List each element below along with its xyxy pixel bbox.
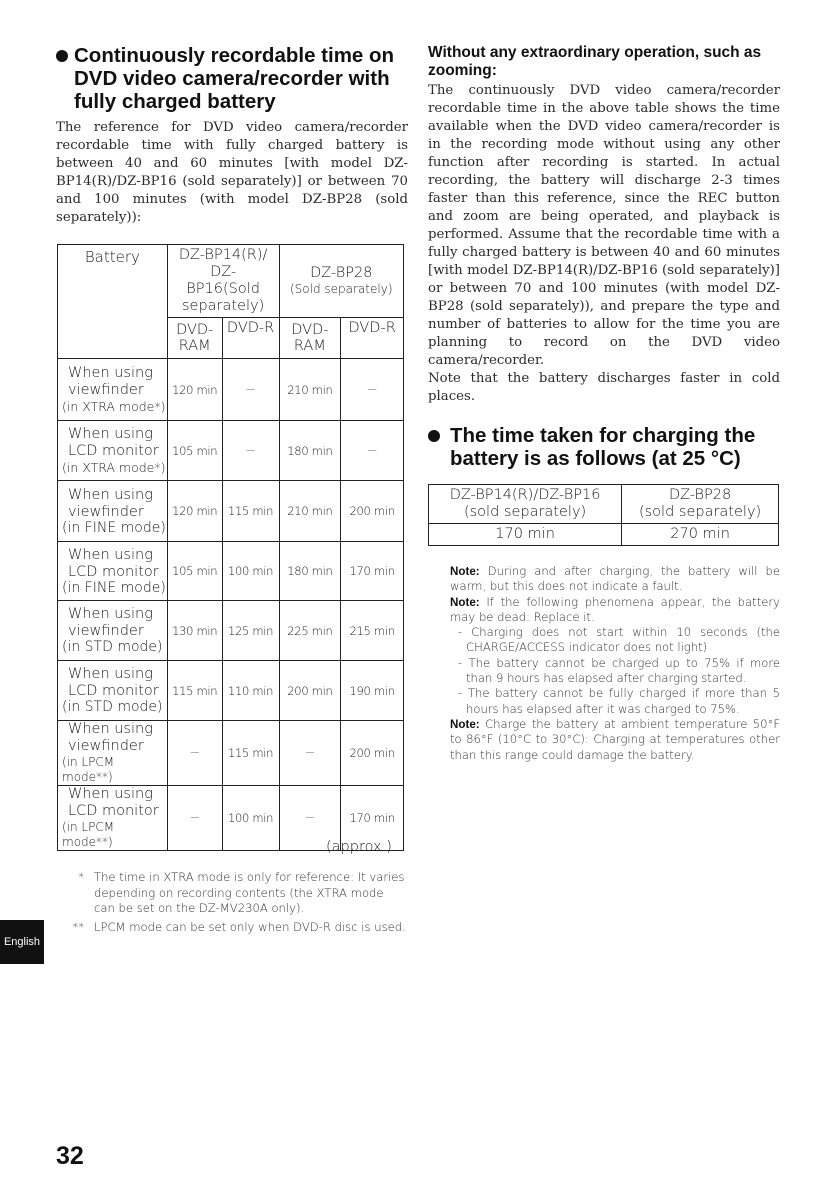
table-cell: 210 min	[279, 359, 341, 421]
table-cell: —	[279, 721, 341, 786]
table-cell: 120 min	[167, 359, 222, 421]
table-row	[58, 421, 404, 481]
media-header: DVD-RAM	[279, 318, 341, 359]
table-cell: —	[167, 721, 222, 786]
table-cell: 180 min	[279, 421, 341, 481]
charge-header-b: DZ-BP28 (sold separately)	[622, 485, 779, 524]
approx-note: (approx.)	[326, 839, 392, 855]
note-dead-battery: Note: If the following phenomena appear, the battery may be dead: Replace it.	[450, 594, 781, 624]
table-cell: 120 min	[167, 481, 222, 542]
note-temperature: Note: Charge the battery at ambient temperature 50°F to 86°F (10°C to 30°C): Charging at temperatures other than this range could damage the battery.	[450, 716, 781, 762]
table-cell: —	[222, 359, 279, 421]
table-cell: 200 min	[341, 721, 404, 786]
table-row	[58, 481, 404, 542]
subheading-without-operation: Without any extraordinary operation, such as zooming:	[428, 44, 762, 79]
language-tab: English	[0, 920, 44, 964]
media-header: DVD-R	[341, 318, 404, 359]
media-header: DVD-R	[222, 318, 279, 359]
model-a-header: DZ-BP14(R)/ DZ-BP16(Sold separately)	[167, 245, 279, 318]
row-label: When using LCD monitor (in XTRA mode*)	[58, 421, 168, 481]
table-cell: —	[222, 421, 279, 481]
table-row	[58, 601, 404, 661]
notes-block	[428, 564, 780, 763]
row-label: When using viewfinder (in LPCM mode**)	[58, 721, 168, 786]
table-cell: 130 min	[167, 601, 222, 661]
bullet-icon	[56, 50, 68, 62]
list-item: - The battery cannot be charged up to 75% if more than 9 hours has elapsed after charging started.	[458, 655, 780, 686]
charge-value-a: 170 min	[429, 524, 622, 546]
table-cell: —	[341, 359, 404, 421]
table-cell: 105 min	[167, 542, 222, 601]
table-row	[58, 721, 404, 786]
table-cell: 170 min	[341, 542, 404, 601]
page-number: 32	[56, 1142, 84, 1170]
table-cell: 115 min	[222, 481, 279, 542]
media-header: DVD-RAM	[167, 318, 222, 359]
footnote-lpcm: ** LPCM mode can be set only when DVD-R disc is used.	[72, 920, 406, 934]
list-item: - The battery cannot be fully charged if more than 5 hours has elapsed after it was charged to 75%.	[458, 686, 780, 716]
table-cell: 110 min	[222, 661, 279, 721]
table-cell: 225 min	[279, 601, 341, 661]
section-heading-recordable-time: Continuously recordable time on DVD video camera/recorder with fully charged battery	[56, 44, 408, 113]
table-cell: 180 min	[279, 542, 341, 601]
charge-header-a: DZ-BP14(R)/DZ-BP16 (sold separately)	[429, 485, 622, 524]
battery-header: Battery	[58, 245, 168, 359]
footnote-xtra: * The time in XTRA mode is only for reference: It varies depending on recording contents (the XTRA mode can be set on the DZ-MV230A only).	[78, 870, 405, 915]
table-row	[58, 359, 404, 421]
row-label: When using LCD monitor (in LPCM mode**)	[58, 786, 168, 851]
table-cell: 215 min	[341, 601, 404, 661]
row-label: When using viewfinder (in FINE mode)	[58, 481, 168, 542]
table-cell: —	[341, 421, 404, 481]
table-cell: 115 min	[222, 721, 279, 786]
row-label: When using LCD monitor (in FINE mode)	[58, 542, 168, 601]
bullet-icon	[428, 430, 440, 442]
charging-time-table	[428, 484, 779, 546]
left-column	[56, 44, 408, 934]
right-column	[428, 44, 780, 763]
recordable-time-table	[57, 244, 404, 851]
list-item: - Charging does not start within 10 seconds (the CHARGE/ACCESS indicator does not light)	[458, 625, 780, 655]
note-warm: Note: During and after charging, the battery will be warm, but this does not indicate a fault.	[450, 564, 780, 594]
table-cell: 190 min	[341, 661, 404, 721]
row-label: When using viewfinder (in XTRA mode*)	[58, 359, 168, 421]
charge-value-b: 270 min	[622, 524, 779, 546]
table-cell: 200 min	[279, 661, 341, 721]
table-cell: 200 min	[341, 481, 404, 542]
model-b-header: DZ-BP28 (Sold separately)	[279, 245, 403, 318]
intro-paragraph: The reference for DVD video camera/recorder recordable time with fully charged battery is between 40 and 60 minutes [with model DZ-BP14(R)/DZ-BP16 (sold separately)] or between 70 and 100 minutes (with model DZ-BP28 (sold separately)):	[56, 120, 408, 225]
table-cell: 100 min	[222, 786, 279, 851]
table-cell: 210 min	[279, 481, 341, 542]
table-cell: —	[167, 786, 222, 851]
table-cell: 115 min	[167, 661, 222, 721]
table-row	[58, 661, 404, 721]
table-cell: 125 min	[222, 601, 279, 661]
row-label: When using viewfinder (in STD mode)	[58, 601, 168, 661]
table-cell: 170 min	[341, 786, 404, 851]
table-row	[58, 542, 404, 601]
table-cell: 105 min	[167, 421, 222, 481]
table-cell: 100 min	[222, 542, 279, 601]
section-heading-charging-time: The time taken for charging the battery is as follows (at 25 °C)	[428, 424, 780, 470]
table-cell: —	[279, 786, 341, 851]
row-label: When using LCD monitor (in STD mode)	[58, 661, 168, 721]
explanation-paragraph: The continuously DVD video camera/recorder recordable time in the above table shows the time available when the DVD video camera/recorder is in the recording mode without using any other function after recording is started. In actual recording, the battery will discharge 2-3 times faster than this reference, since the REC button and zoom are being operated, and playback is performed. Assume that the recordable time with a fully charged battery is between 40 and 60 minutes [with model DZ-BP14(R)/DZ-BP16 (sold separately)] or between 70 and 100 minutes (with model DZ-BP28 (sold separately)), and prepare the type and number of batteries to allow for the time you are planning to record on the DVD video camera/recorder.	[428, 83, 780, 368]
cold-note-paragraph: Note that the battery discharges faster in cold places.	[428, 371, 780, 404]
